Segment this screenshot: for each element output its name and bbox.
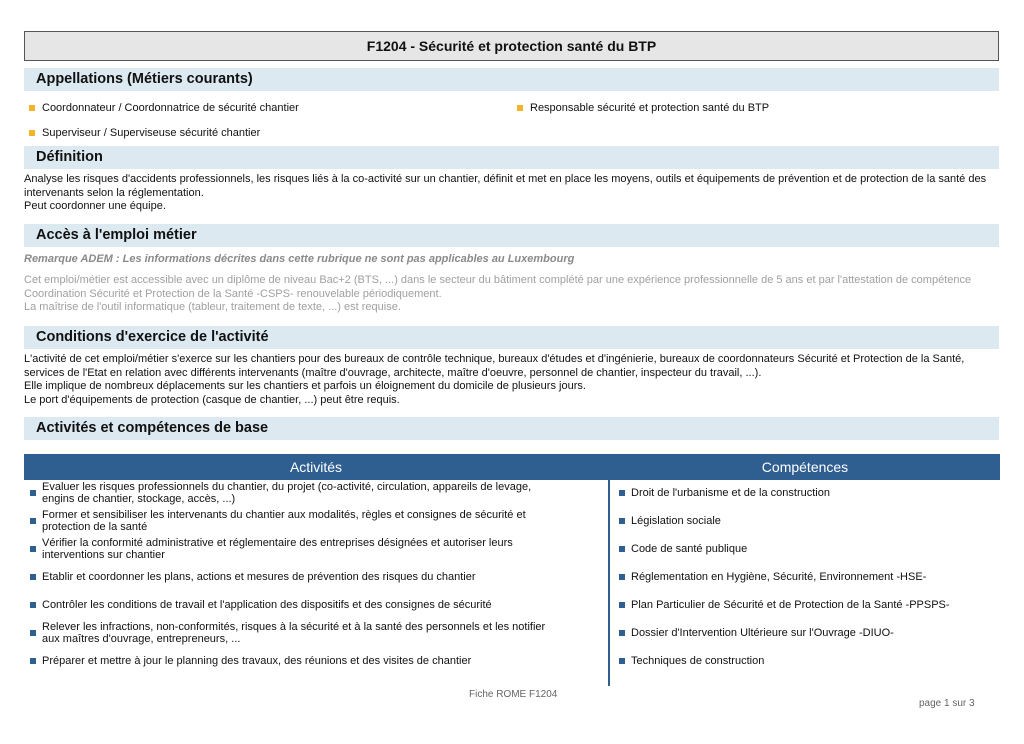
activite-item [30, 507, 602, 535]
square-bullet-icon [29, 130, 35, 136]
square-bullet-icon [517, 105, 523, 111]
activite-item [30, 479, 602, 507]
competence-label: Droit de l'urbanisme et de la construction [631, 486, 830, 499]
square-bullet-icon [30, 658, 36, 664]
acces-remark: Remarque ADEM : Les informations décrites dans cette rubrique ne sont pas applicables au Luxembourg [24, 253, 575, 265]
appellation-label: Coordonnateur / Coordonnatrice de sécurité chantier [42, 102, 299, 114]
activite-line: Vérifier la conformité administrative et réglementaire des entreprises désignées et autoriser leurs [42, 536, 513, 549]
activite-line: Préparer et mettre à jour le planning des travaux, des réunions et des visites de chantier [42, 654, 472, 667]
square-bullet-icon [29, 105, 35, 111]
competence-item [619, 535, 997, 563]
appellation-item [24, 101, 299, 115]
activite-line: Etablir et coordonner les plans, actions et mesures de prévention des risques du chantier [42, 570, 476, 583]
activite-line: Contrôler les conditions de travail et l'application des dispositifs et des consignes de sécurité [42, 598, 492, 611]
activite-line: aux maîtres d'ouvrage, entrepreneurs, ... [42, 633, 241, 645]
activite-line: Relever les infractions, non-conformités, risques à la sécurité et à la santé des personnels et les notifier [42, 620, 546, 633]
appellation-label: Superviseur / Superviseuse sécurité chantier [42, 127, 261, 139]
footer-fiche-label: Fiche ROME F1204 [469, 689, 558, 700]
competence-label: Plan Particulier de Sécurité et de Protection de la Santé -PPSPS- [631, 598, 950, 611]
square-bullet-icon [30, 602, 36, 608]
competence-label: Code de santé publique [631, 542, 748, 555]
appellation-item [24, 126, 260, 140]
square-bullet-icon [30, 490, 36, 496]
acces-line: La maîtrise de l'outil informatique (tableur, traitement de texte, ...) est requise. [24, 301, 401, 313]
acces-line: Coordination Sécurité et Protection de la Santé -CSPS- renouvelable périodiquement. [24, 287, 442, 300]
conditions-line: Le port d'équipements de protection (casque de chantier, ...) peut être requis. [24, 393, 400, 406]
activite-item [30, 591, 602, 619]
competence-item [619, 647, 997, 675]
activite-line: protection de la santé [42, 521, 148, 533]
competence-item [619, 591, 997, 619]
square-bullet-icon [619, 658, 625, 664]
square-bullet-icon [30, 574, 36, 580]
competence-item [619, 479, 997, 507]
activite-item [30, 619, 602, 647]
competence-item [619, 563, 997, 591]
section-base-heading: Activités et compétences de base [24, 417, 999, 440]
appellation-item [512, 101, 769, 115]
activite-line: Former et sensibiliser les intervenants du chantier aux modalités, règles et consignes de sécurité et [42, 508, 526, 521]
square-bullet-icon [30, 546, 36, 552]
activites-column-header: Activités [24, 454, 608, 480]
competence-label: Législation sociale [631, 514, 721, 527]
competences-column-header: Compétences [610, 454, 1000, 480]
section-conditions-heading: Conditions d'exercice de l'activité [24, 326, 999, 349]
section-acces-heading: Accès à l'emploi métier [24, 224, 999, 247]
square-bullet-icon [30, 630, 36, 636]
definition-line: Analyse les risques d'accidents professionnels, les risques liés à la co-activité sur un chantier, définit et met en place les moyens, outils et équipements de prévention et de protection de la santé des [24, 173, 987, 185]
definition-line: Peut coordonner une équipe. [24, 200, 166, 212]
activite-line: Evaluer les risques professionnels du chantier, du projet (co-activité, circulation, appareils de levage, [42, 480, 532, 493]
page-number: page 1 sur 3 [919, 698, 975, 709]
page-title: F1204 - Sécurité et protection santé du BTP [24, 31, 999, 61]
square-bullet-icon [619, 546, 625, 552]
competence-label: Techniques de construction [631, 654, 765, 667]
activite-line: interventions sur chantier [42, 549, 165, 561]
appellation-label: Responsable sécurité et protection santé du BTP [530, 102, 770, 114]
definition-text [24, 173, 999, 214]
square-bullet-icon [619, 574, 625, 580]
competence-item [619, 619, 997, 647]
square-bullet-icon [30, 518, 36, 524]
conditions-line: services de l'Etat en relation avec différents intervenants (maître d'ouvrage, architecte, maître d'oeuvre, personnel de chantier, inspecteur du travail, ...). [24, 366, 762, 379]
conditions-line: Elle implique de nombreux déplacements sur les chantiers et parfois un éloignement du domicile de plusieurs jours. [24, 380, 586, 392]
acces-line: Cet emploi/métier est accessible avec un diplôme de niveau Bac+2 (BTS, ...) dans le secteur du bâtiment complété par une expérience professionnelle de 5 ans et par l'attestation de compétence [24, 274, 972, 286]
activite-line: engins de chantier, stockage, accès, ...) [42, 493, 236, 505]
square-bullet-icon [619, 518, 625, 524]
activite-item [30, 535, 602, 563]
competence-label: Réglementation en Hygiène, Sécurité, Environnement -HSE- [631, 570, 927, 583]
section-definition-heading: Définition [24, 146, 999, 169]
square-bullet-icon [619, 630, 625, 636]
activite-item [30, 563, 602, 591]
acces-text [24, 274, 999, 315]
definition-line: intervenants selon la réglementation. [24, 186, 204, 199]
activite-item [30, 647, 602, 675]
column-divider [608, 454, 610, 686]
square-bullet-icon [619, 602, 625, 608]
conditions-line: L'activité de cet emploi/métier s'exerce sur les chantiers pour des bureaux de contrôle technique, bureaux d'études et d'ingénierie, bureaux de coordonnateurs Sécurité et Protection de la Santé, [24, 353, 965, 365]
conditions-text [24, 353, 999, 407]
square-bullet-icon [619, 490, 625, 496]
competence-item [619, 507, 997, 535]
competence-label: Dossier d'Intervention Ultérieure sur l'Ouvrage -DIUO- [631, 626, 894, 639]
section-appellations-heading: Appellations (Métiers courants) [24, 68, 999, 91]
